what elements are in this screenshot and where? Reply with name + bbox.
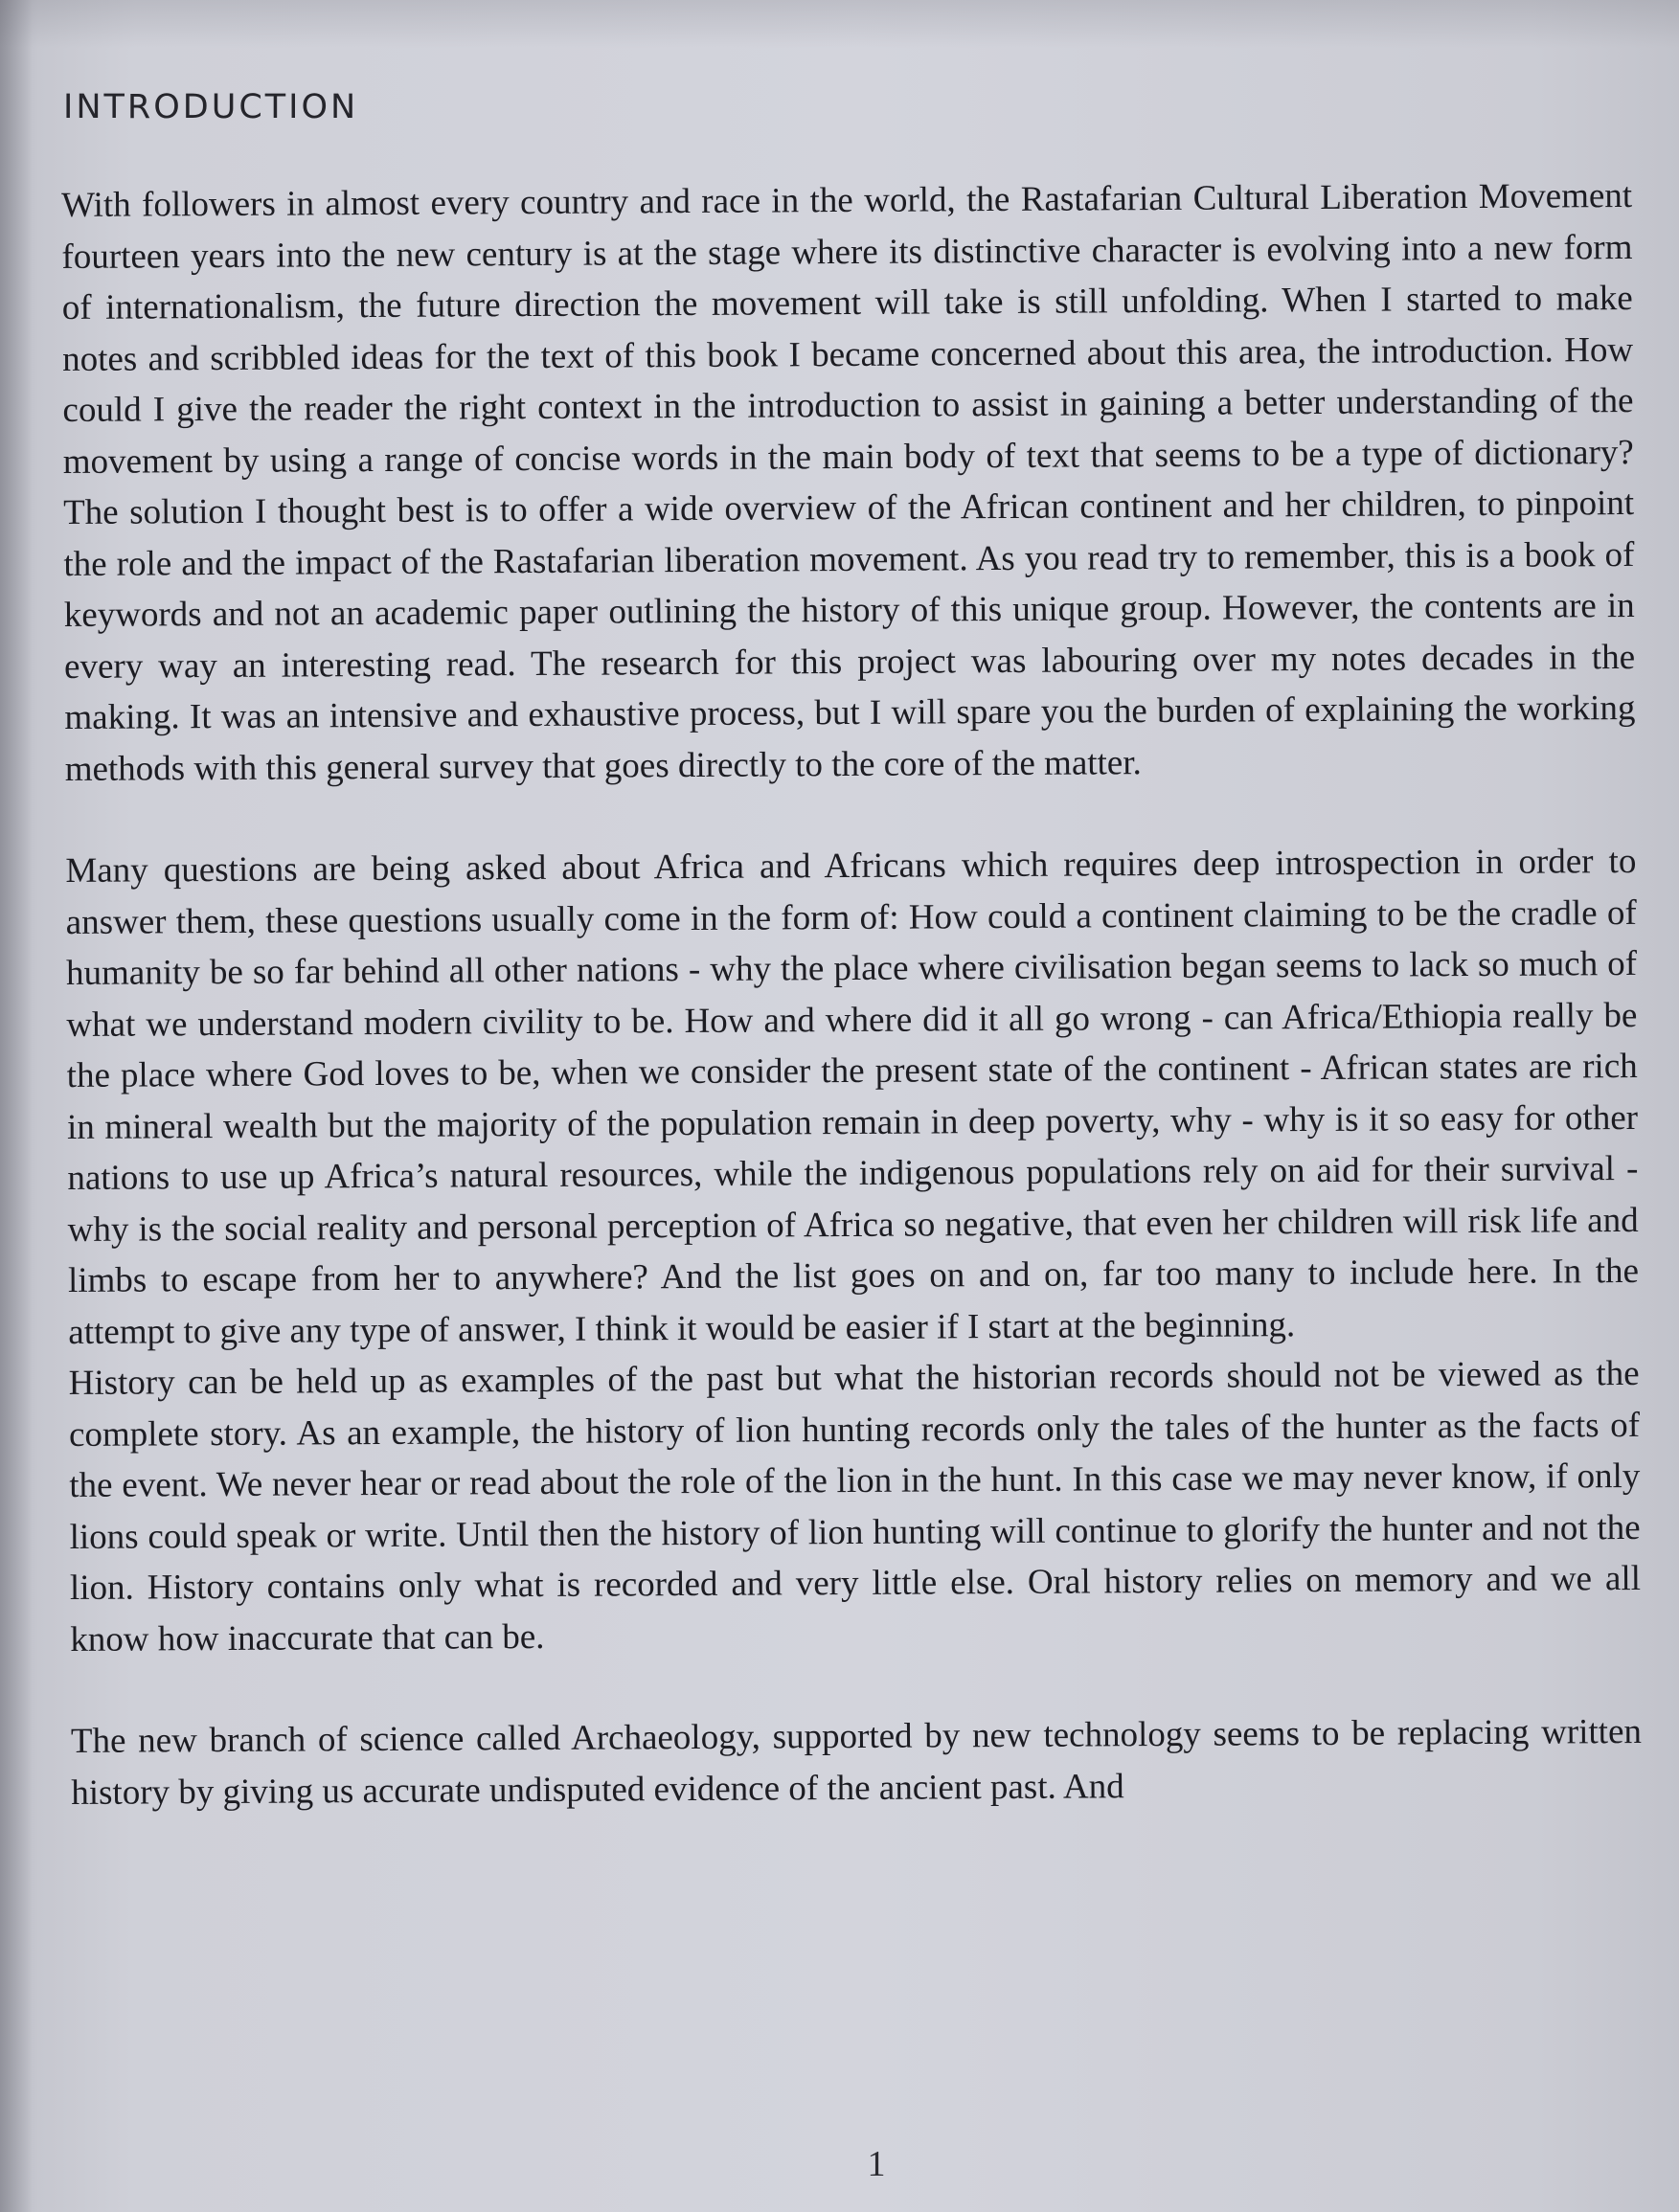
body-text (61, 170, 1642, 1818)
paragraph-2: Many questions are being asked about Africa and Africans which requires deep introspection in order to answer them, these questions usually come in the form of: How could a continent claiming to be the cradle of humanity be so far behind all other nations - why the place where civilisation began seems to lack so much of what we understand modern civility to be. How and where did it all go wrong - can Africa/Ethiopia really be the place where God loves to be, when we consider the present state of the continent - African states are rich in mineral wealth but the majority of the population remain in deep poverty, why - why is it so easy for other nations to use up Africa’s natural resources, while the indigenous populations rely on aid for their survival - why is the social reality and personal perception of Africa so negative, that even her children will risk life and limbs to escape from her to anywhere? And the list goes on and on, far too many to include here. In the attempt to give any type of answer, I think it would be easier if I start at the beginning. (65, 841, 1640, 1352)
chapter-heading: INTRODUCTION (63, 88, 359, 126)
paragraph-1: With followers in almost every country and race in the world, the Rastafarian Cultural Liberation Movement fourteen years into the new century is at the stage where its distinctive character is evolving into a new form of internationalism, the future direction the movement will take is still unfolding. When I started to make notes and scribbled ideas for the text of this book I became concerned about this area, the introduction. How could I give the reader the right context in the introduction to assist in gaining a better understanding of the movement by using a range of concise words in the main body of text that seems to be a type of dictionary? The solution I thought best is to offer a wide overview of the African continent and her children, to pinpoint the role and the impact of the Rastafarian liberation movement. As you read try to remember, this is a book of keywords and not an academic paper outlining the history of this unique group. However, the contents are in every way an interesting read. The research for this project was labouring over my notes decades in the making. It was an intensive and exhaustive process, but I will spare you the burden of explaining the working methods with this general survey that goes directly to the core of the matter. (61, 175, 1636, 789)
page-number: 1 (867, 2144, 886, 2184)
paragraph-4: The new branch of science called Archaeology, supported by new technology seems to be replacing written history by giving us accurate undisputed evidence of the ancient past. And (70, 1711, 1643, 1813)
paragraph-3: History can be held up as examples of the past but what the historian records should not be viewed as the complete story. As an example, the history of lion hunting records only the tales of the hunter as the facts of the event. We never hear or read about the role of the lion in the hunt. In this case we may never know, if only lions could speak or write. Until then the history of lion hunting will continue to glorify the hunter and not the lion. History contains only what is recorded and very little else. Oral history relies on memory and we all know how inaccurate that can be. (68, 1353, 1642, 1659)
